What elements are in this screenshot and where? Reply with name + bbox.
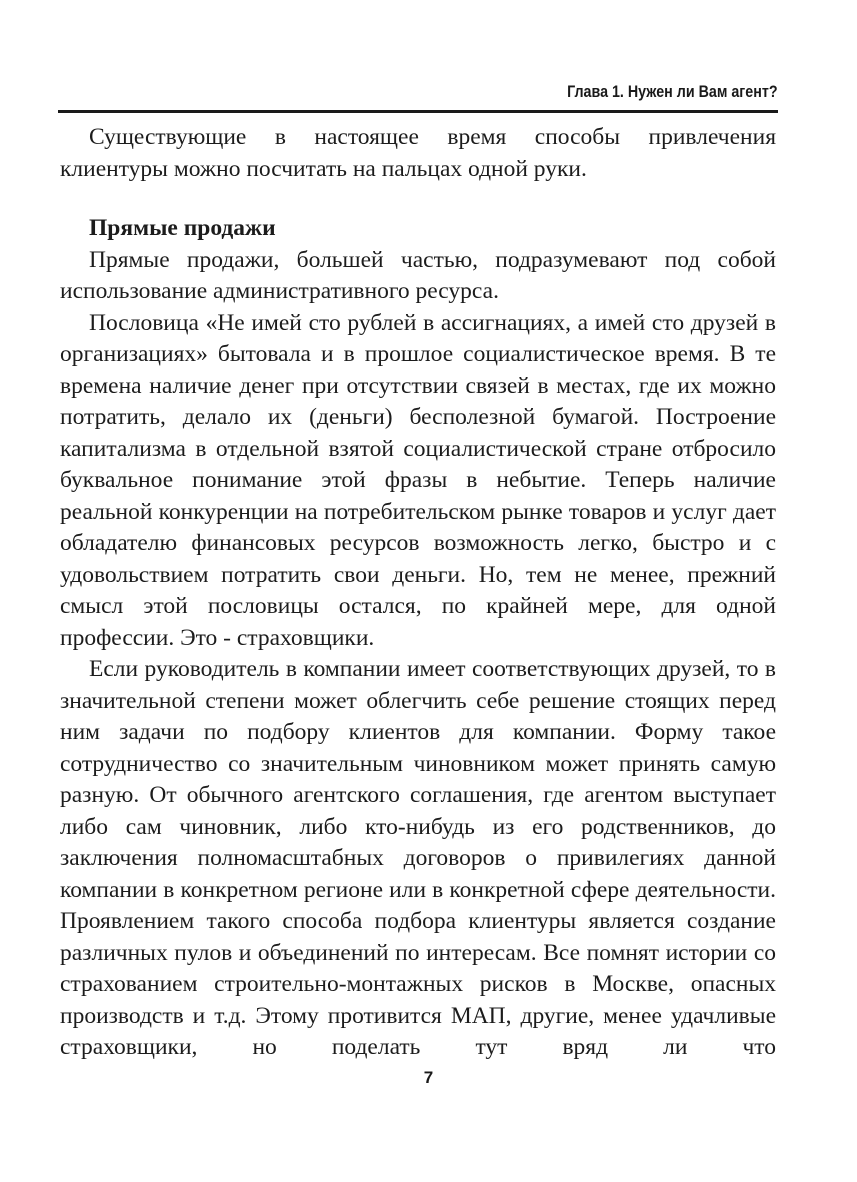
intro-paragraph: Существующие в настоящее время способы привлечения клиентуры можно посчитать на пальцах одной руки. bbox=[60, 124, 776, 182]
paragraph-proverb: Пословица «Не имей сто рублей в ассигнациях, а имей сто друзей в организациях» бытовала и в прошлое социалистическое время. В те времена наличие денег при отсутствии связей в местах, где их можно потратить, делало их (деньги) бесполезной бумагой. Построение капитализма в отдельной взятой социалистической стране отбросило буквальное понимание этой фразы в небытие. Теперь наличие реальной конкуренции на потребительском рынке товаров и услуг дает обладателю финансовых ресурсов возможность легко, быстро и с удовольствием потратить свои деньги. Но, тем не менее, прежний смысл этой пословицы остался, по крайней мере, для одной профессии. Это - страховщики. bbox=[60, 309, 776, 651]
chapter-title: Глава 1. Нужен ли Вам агент? bbox=[567, 82, 778, 101]
paragraph-manager-friends: Если руководитель в компании имеет соответствующих друзей, то в значительной степени может облегчить себе решение стоящих перед ним задачи по подбору клиентов для компании. Форму такое сотрудничество со значительным чиновником может принять самую разную. От обычного агентского соглашения, где агентом выступает либо сам чиновник, либо кто-нибудь из его родственников, до заключения полномасштабных договоров о привилегиях данной компании в конкретном регионе или в конкретной сфере деятельности. Проявлением такого способа подбора клиентуры является создание различных пулов и объединений по интересам. Все помнят истории со страхованием строительно-монтажных рисков в Москве, опасных производств и т.д. Этому противится МАП, другие, менее удачливые страховщики, но поделать тут вряд ли что bbox=[60, 656, 776, 1060]
page-number: 7 bbox=[423, 1068, 434, 1087]
header-rule bbox=[58, 110, 778, 113]
page-body bbox=[60, 122, 776, 1064]
paragraph-direct-sales: Прямые продажи, большей частью, подразумевают под собой использование административного ресурса. bbox=[60, 246, 776, 304]
running-head bbox=[58, 80, 778, 110]
section-heading: Прямые продажи bbox=[89, 215, 276, 241]
